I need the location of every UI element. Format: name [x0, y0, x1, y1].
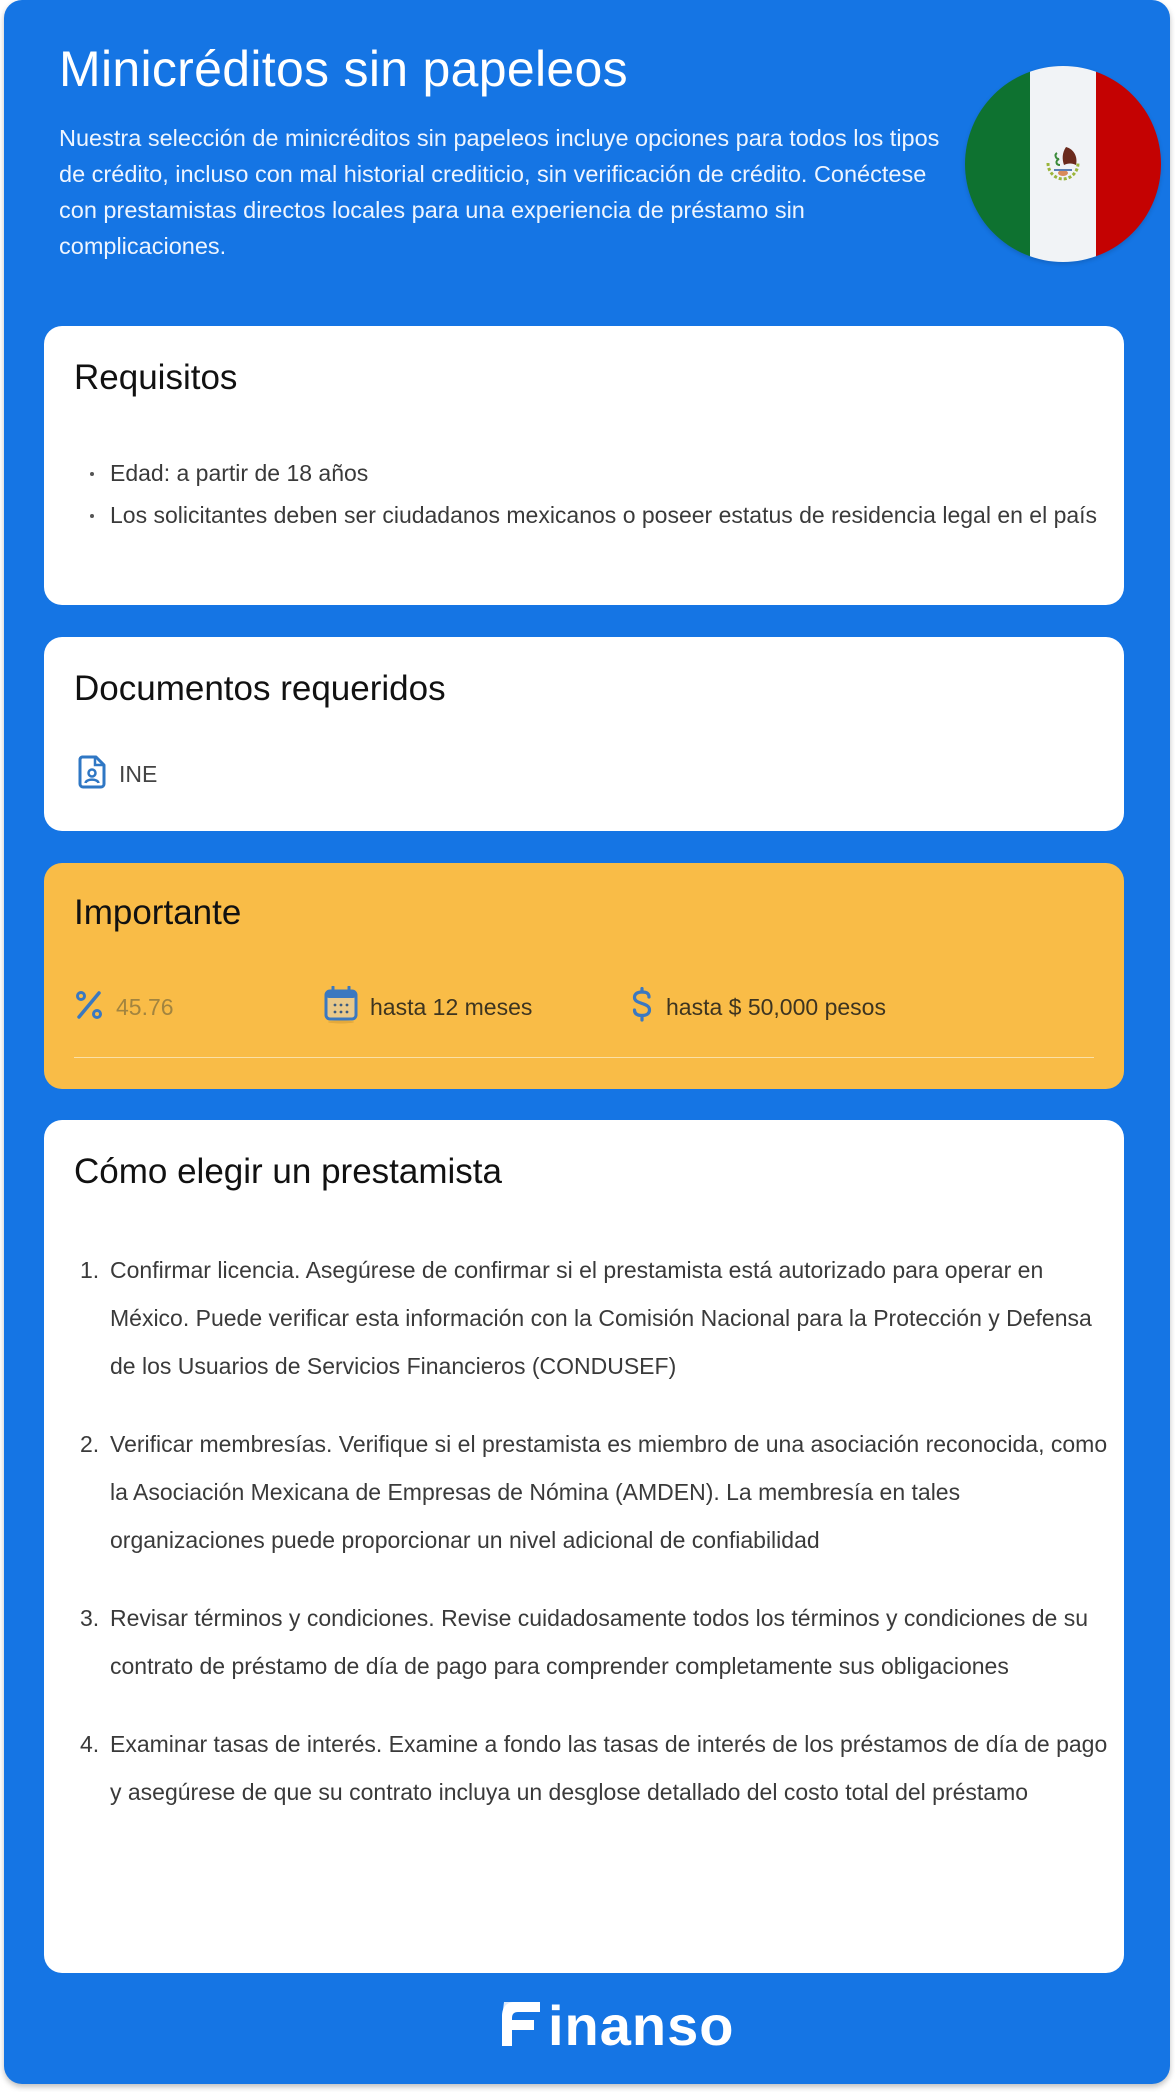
interest-rate-value: 45.76 [116, 993, 174, 1020]
finanso-f-logo-icon [500, 2000, 546, 2053]
how-to-choose-title: Cómo elegir un prestamista [74, 1152, 502, 1191]
logo-wordmark: inanso [548, 1994, 735, 2057]
list-item: Los solicitantes deben ser ciudadanos mexicanos o poseer estatus de residencia legal en el país [110, 494, 1100, 536]
dollar-icon [630, 987, 654, 1028]
percent-icon [74, 989, 104, 1026]
term-value: hasta 12 meses [370, 993, 533, 1020]
list-item: Confirmar licencia. Asegúrese de confirmar si el prestamista está autorizado para operar en México. Puede verificar esta información con la Comisión Nacional para la Protección y Defensa de los Usuarios de Servicios Financieros (CONDUSEF) [110, 1257, 1092, 1379]
main-container [4, 0, 1170, 2084]
important-card [44, 863, 1124, 1089]
list-item: Verificar membresías. Verifique si el prestamista es miembro de una asociación reconocida, como la Asociación Mexicana de Empresas de Nómina (AMDEN). La membresía en tales organizaciones puede proporcionar un nivel adicional de confiabilidad [110, 1431, 1108, 1553]
term-item [324, 987, 532, 1027]
coat-of-arms-icon [1040, 141, 1086, 187]
amount-item [630, 987, 886, 1027]
list-item: Examinar tasas de interés. Examine a fondo las tasas de interés de los préstamos de día de pago y asegúrese de que su contrato incluya un desglose detallado del costo total del préstamo [110, 1731, 1108, 1805]
page-description: Nuestra selección de minicréditos sin papeleos incluye opciones para todos los tipos de crédito, incluso con mal historial crediticio, sin verificación de crédito. Conéctese con prestamistas directos locales para una experiencia de préstamo sin complicaciones. [59, 125, 940, 259]
how-to-choose-card [44, 1120, 1124, 1973]
how-to-choose-list [110, 1246, 1110, 1846]
mexico-flag-icon [965, 66, 1161, 262]
page-title: Minicréditos sin papeleos [59, 41, 628, 97]
documents-title: Documentos requeridos [74, 669, 446, 708]
finanso-logo [500, 1994, 735, 2057]
interest-rate-item [74, 987, 174, 1027]
requirements-card [44, 326, 1124, 605]
list-item: Edad: a partir de 18 años [110, 452, 1100, 494]
important-title: Importante [74, 893, 242, 932]
list-item: Revisar términos y condiciones. Revise cuidadosamente todos los términos y condiciones de su contrato de préstamo de día de pago para comprender completamente sus obligaciones [110, 1605, 1088, 1679]
document-label: INE [119, 761, 158, 787]
amount-value: hasta $ 50,000 pesos [666, 993, 886, 1020]
divider [74, 1057, 1094, 1058]
calendar-icon [324, 986, 358, 1029]
document-item [77, 755, 157, 794]
requirements-title: Requisitos [74, 358, 238, 397]
requirements-list [110, 452, 1100, 536]
id-document-icon [77, 755, 107, 794]
documents-card [44, 637, 1124, 831]
